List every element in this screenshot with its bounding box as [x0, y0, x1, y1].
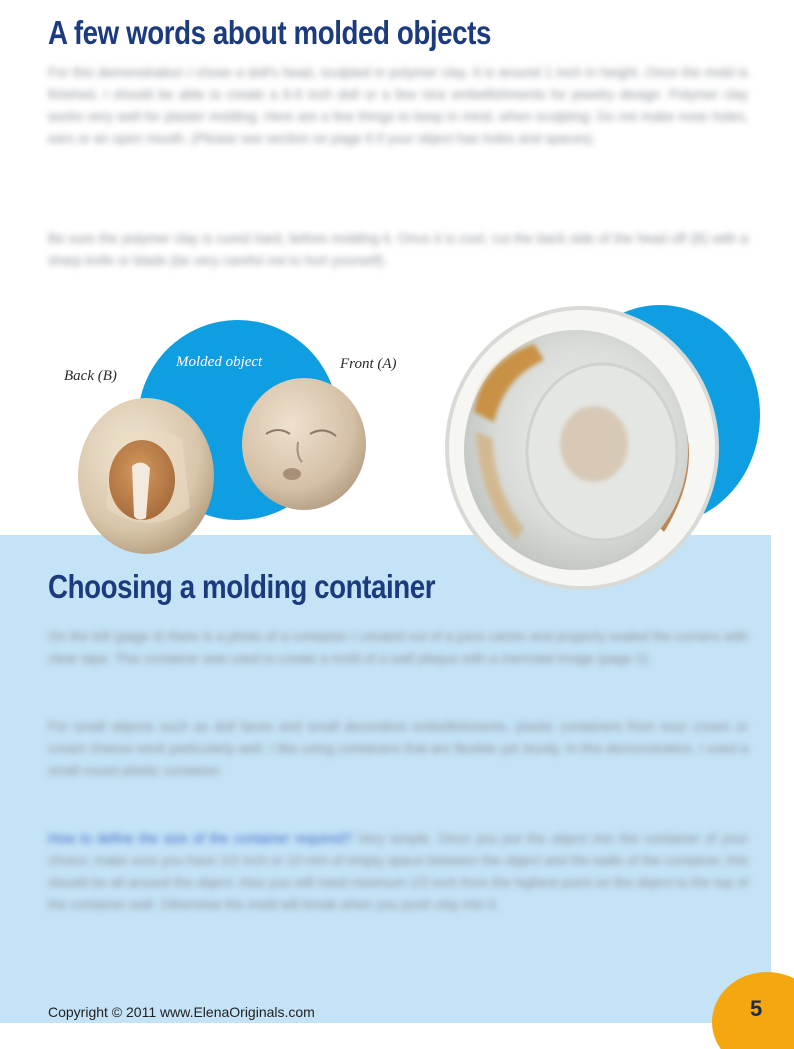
- caption-molded-object: Molded object: [176, 354, 263, 370]
- paragraph-small-objects: For small objects such as doll faces and small decorative embellishments, plastic containers from sour cream or cream cheese work particularly well. I like using containers that are flexible yet sturdy. In this demonstration, I used a small round plastic container.: [48, 719, 748, 778]
- paragraph-cure: Be sure the polymer clay is cured hard, before molding it. Once it is cool, cut the back side of the head off (B) with a sharp knife or blade (be very careful not to hurt yourself).: [48, 231, 748, 268]
- paragraph-container-size: [48, 828, 748, 916]
- section-heading-molded-objects: A few words about molded objects: [48, 14, 491, 51]
- container-size-text: Very simple. Once you put the object into the container of your choice, make sure you have 1/2 inch or 10 mm of empty space between the object and the walls of the container, this should be all around the object. Also you will need minimum 1/2 inch from the highest point on the object to the top of the container wall. Otherwise the mold will break when you push clay into it.: [48, 831, 748, 912]
- head-back-photo: [70, 388, 220, 558]
- section-heading-molding-container: Choosing a molding container: [48, 568, 436, 605]
- caption-front: Front (A): [340, 356, 397, 372]
- page-number: 5: [750, 996, 763, 1021]
- head-front-photo: [238, 376, 370, 516]
- paragraph-carton-container: On the left (page 4) there is a photo of a container I created out of a juice carton and properly sealed the corners with clear tape. This container was used to create a mold of a wall plaque with a mermaid image (page 2).: [48, 629, 748, 666]
- copyright-footer: Copyright © 2011 www.ElenaOriginals.com: [48, 1004, 315, 1020]
- caption-back: Back (B): [64, 368, 117, 384]
- plastic-container-photo: [424, 302, 724, 602]
- paragraph-intro: For this demonstration I chose a doll's head, sculpted in polymer clay. It is around 1 inch in height. Once the mold is finished, I should be able to create a 8-9 inch doll or a few nice embellishments for jewelry design. Polymer clay works very well for plaster molding. Here are a few things to keep in mind, when sculpting: Do not make nose holes, ears or an open mouth. (Please see section on page 6 if your object has holes and spaces).: [48, 65, 748, 146]
- container-size-link[interactable]: How to define the size of the container required?: [48, 831, 352, 846]
